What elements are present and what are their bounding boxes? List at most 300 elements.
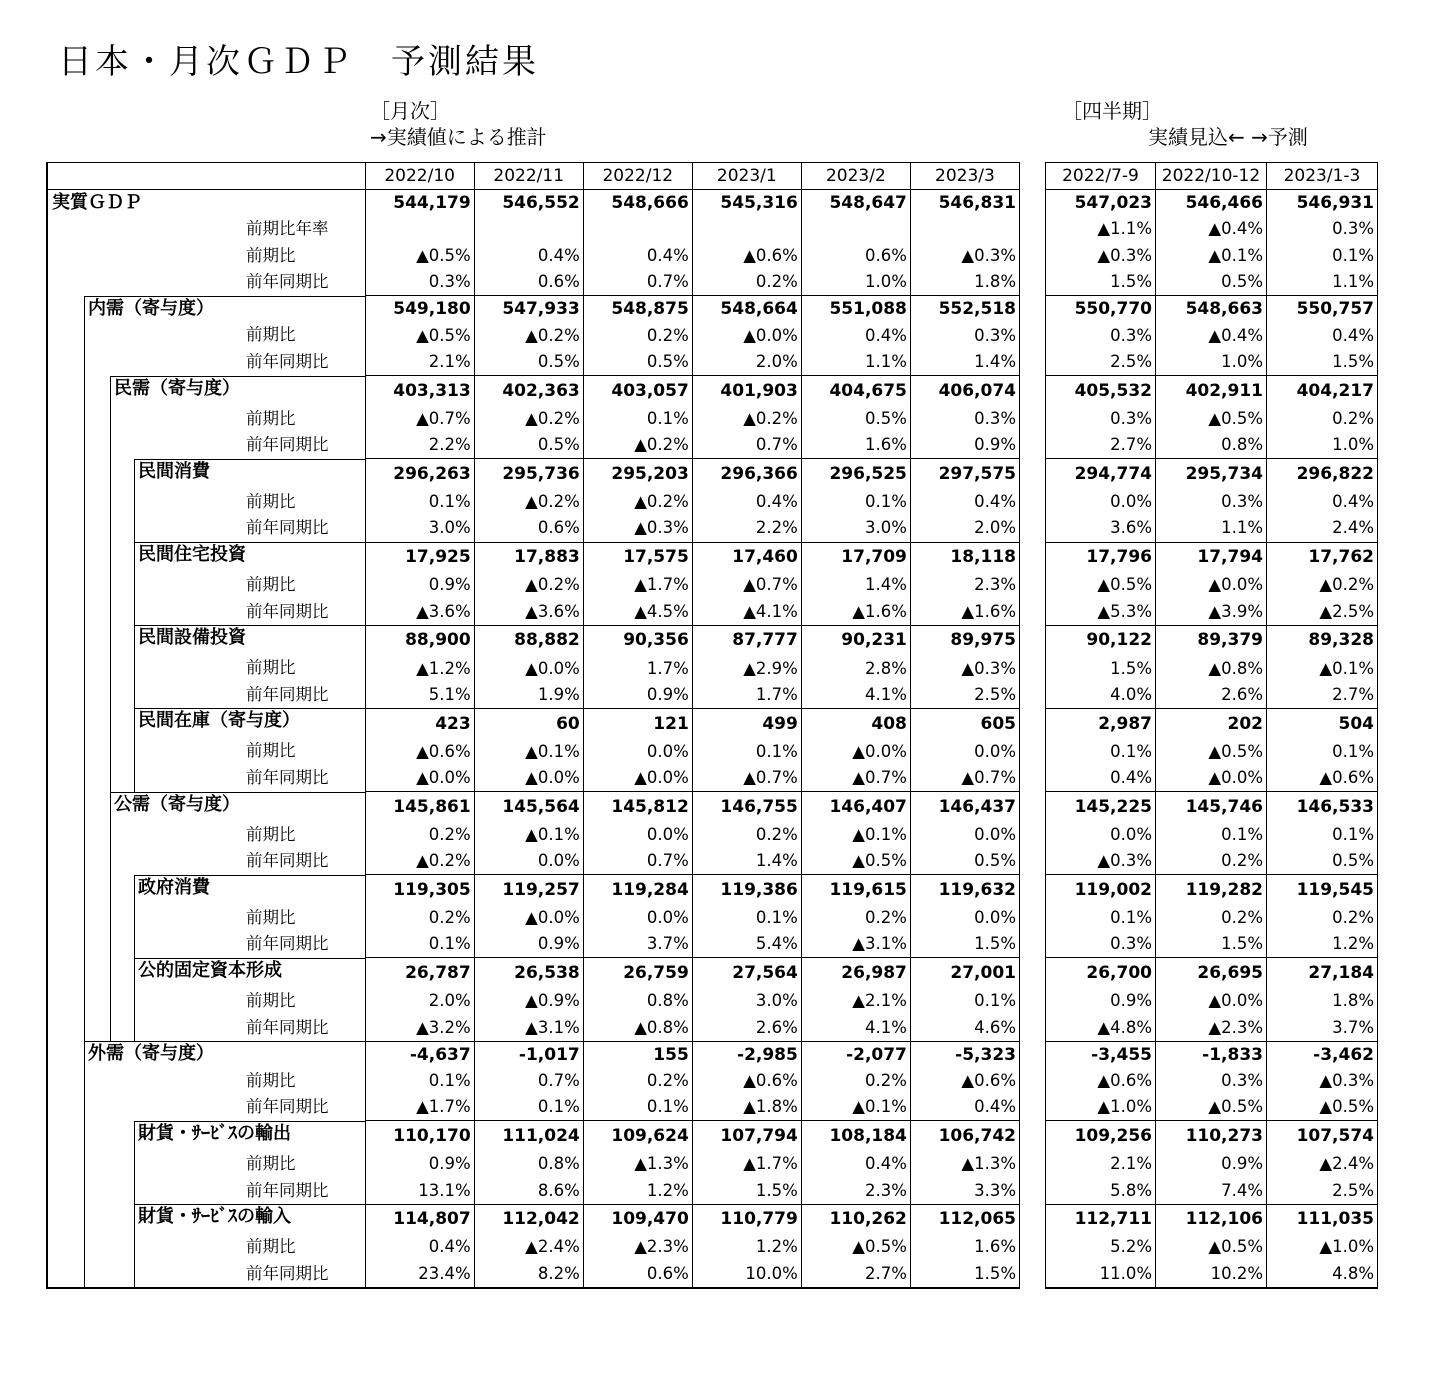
table-row — [47, 599, 1020, 626]
monthly-value-cell: 0.8% — [583, 988, 692, 1015]
monthly-table — [46, 162, 1020, 1289]
monthly-value-cell: 402,363 — [474, 376, 583, 406]
monthly-value-cell: ▲1.7% — [692, 1151, 801, 1178]
quarterly-value-cell: ▲3.9% — [1156, 599, 1267, 626]
monthly-value-cell: 0.2% — [583, 1068, 692, 1095]
table-row — [47, 216, 1020, 243]
table-row-group — [1046, 958, 1378, 988]
monthly-value-cell: 145,861 — [365, 792, 474, 822]
tree-line — [134, 515, 135, 542]
row-label-cell — [47, 599, 365, 626]
quarterly-value-cell: ▲0.5% — [1156, 1234, 1267, 1261]
monthly-value-cell: 0.4% — [583, 243, 692, 270]
table-row-group — [47, 1121, 1020, 1151]
monthly-value-cell: 26,787 — [365, 958, 474, 988]
tree-line — [84, 655, 85, 682]
monthly-value-cell: 5.1% — [365, 682, 474, 709]
quarterly-value-cell: ▲4.8% — [1097, 1017, 1152, 1037]
quarterly-value-cell: 0.9% — [1110, 991, 1152, 1011]
tree-line — [84, 1261, 85, 1287]
quarterly-value-cell: 0.1% — [1267, 822, 1378, 849]
quarterly-header-cell: 2022/7-9 — [1046, 163, 1156, 190]
quarterly-value-cell: -3,455 — [1046, 1041, 1156, 1068]
row-sublabel: 前期比 — [246, 408, 296, 428]
monthly-value-cell: 0.6% — [474, 515, 583, 542]
monthly-value-cell: 0.1% — [692, 738, 801, 765]
table-row — [47, 848, 1020, 875]
monthly-value-cell: 0.2% — [365, 822, 474, 849]
quarterly-value-cell: ▲1.1% — [1097, 219, 1152, 239]
monthly-header-cell: 2022/10 — [365, 163, 474, 190]
row-sublabel: 前年同期比 — [246, 518, 329, 538]
quarterly-value-cell: 402,911 — [1156, 376, 1267, 406]
monthly-value-cell: 2.2% — [365, 432, 474, 459]
row-label-cell — [47, 572, 365, 599]
tree-line — [84, 599, 85, 626]
tree-line — [134, 489, 135, 516]
table-row-group — [1046, 376, 1378, 406]
quarterly-value-cell: ▲0.3% — [1097, 245, 1152, 265]
table-row — [1046, 1068, 1378, 1095]
tree-line — [84, 432, 85, 459]
row-label-cell — [47, 655, 365, 682]
tree-line — [110, 459, 111, 489]
row-title: 民需（寄与度） — [114, 377, 240, 399]
row-sublabel: 前年同期比 — [246, 1017, 329, 1037]
row-sublabel: 前期比年率 — [246, 219, 329, 239]
row-sublabel: 前年同期比 — [246, 934, 329, 954]
table-row-group — [1046, 708, 1378, 738]
monthly-value-cell: 2.7% — [801, 1261, 910, 1288]
monthly-value-cell: 0.1% — [365, 489, 474, 516]
tree-line — [134, 655, 135, 682]
monthly-value-cell: 17,575 — [583, 542, 692, 572]
monthly-value-cell: 2.8% — [801, 655, 910, 682]
quarterly-value-cell: 26,700 — [1046, 958, 1156, 988]
table-row — [47, 1234, 1020, 1261]
table-row-group — [47, 1204, 1020, 1234]
table-row-group — [47, 625, 1020, 655]
quarterly-value-cell: 0.1% — [1156, 822, 1267, 849]
quarterly-value-cell: 0.3% — [1110, 934, 1152, 954]
tree-line — [110, 515, 111, 542]
tree-line — [110, 905, 111, 932]
table-row — [1046, 432, 1378, 459]
table-row — [1046, 406, 1378, 433]
monthly-value-cell: ▲0.1% — [801, 822, 910, 849]
quarterly-value-cell: 5.2% — [1110, 1237, 1152, 1257]
monthly-value-cell: 295,203 — [583, 459, 692, 489]
monthly-value-cell: 87,777 — [692, 625, 801, 655]
monthly-value-cell: 546,552 — [474, 190, 583, 217]
monthly-value-cell: 2.2% — [692, 515, 801, 542]
monthly-header-cell: 2023/2 — [801, 163, 910, 190]
monthly-value-cell: 26,987 — [801, 958, 910, 988]
tree-line — [134, 1151, 135, 1178]
table-row-group — [1046, 1204, 1378, 1234]
row-sublabel: 前期比 — [246, 245, 296, 265]
monthly-value-cell: 1.6% — [910, 1234, 1019, 1261]
row-label-cell — [47, 376, 365, 406]
monthly-value-cell: 0.5% — [474, 432, 583, 459]
monthly-value-cell: 145,812 — [583, 792, 692, 822]
monthly-value-cell: 0.3% — [910, 406, 1019, 433]
quarterly-value-cell: 0.1% — [1110, 741, 1152, 761]
monthly-value-cell: 119,386 — [692, 875, 801, 905]
row-label-cell — [47, 406, 365, 433]
table-row — [47, 572, 1020, 599]
quarterly-value-cell: 145,225 — [1046, 792, 1156, 822]
monthly-value-cell: 1.4% — [801, 572, 910, 599]
row-sublabel: 前期比 — [246, 1070, 296, 1090]
table-row — [1046, 599, 1378, 626]
tree-line — [84, 515, 85, 542]
table-row — [1046, 1151, 1378, 1178]
monthly-value-cell: ▲0.7% — [692, 765, 801, 792]
monthly-value-cell: 551,088 — [801, 296, 910, 323]
monthly-value-cell: 0.1% — [365, 1068, 474, 1095]
tree-line — [110, 738, 111, 765]
monthly-value-cell: 90,231 — [801, 625, 910, 655]
tree-line — [110, 406, 111, 433]
row-sublabel: 前期比 — [246, 907, 296, 927]
tree-line — [134, 708, 135, 738]
table-row — [47, 1178, 1020, 1205]
monthly-value-cell: ▲0.0% — [474, 655, 583, 682]
monthly-note-line1: ［月次］ — [370, 99, 450, 123]
quarterly-value-cell: 2.4% — [1267, 515, 1378, 542]
row-label-cell — [47, 349, 365, 376]
monthly-value-cell: 1.5% — [910, 1261, 1019, 1288]
monthly-value-cell: 1.2% — [692, 1234, 801, 1261]
tree-line — [134, 931, 135, 958]
monthly-value-cell: 0.4% — [801, 322, 910, 349]
quarterly-value-cell: ▲0.0% — [1156, 765, 1267, 792]
row-label-cell — [47, 1178, 365, 1205]
monthly-value-cell: 107,794 — [692, 1121, 801, 1151]
tree-line — [84, 708, 85, 738]
monthly-value-cell: 0.5% — [801, 406, 910, 433]
tree-line — [110, 792, 111, 822]
monthly-value-cell: 0.3% — [365, 269, 474, 296]
monthly-value-cell: 0.2% — [583, 322, 692, 349]
monthly-value-cell: 548,647 — [801, 190, 910, 217]
row-sublabel: 前期比 — [246, 575, 296, 595]
monthly-value-cell: 544,179 — [365, 190, 474, 217]
monthly-note-line2: →実績値による推計 — [370, 125, 547, 149]
monthly-value-cell: 1.9% — [474, 682, 583, 709]
tree-line — [110, 489, 111, 516]
table-row — [47, 682, 1020, 709]
tree-line — [84, 625, 85, 655]
quarterly-value-cell: 2.7% — [1110, 435, 1152, 455]
monthly-value-cell: 17,460 — [692, 542, 801, 572]
quarterly-value-cell: 3.6% — [1110, 518, 1152, 538]
tree-line — [110, 875, 111, 905]
monthly-value-cell: 406,074 — [910, 376, 1019, 406]
quarterly-value-cell: 0.3% — [1156, 1068, 1267, 1095]
monthly-value-cell: 2.5% — [910, 682, 1019, 709]
monthly-value-cell: 111,024 — [474, 1121, 583, 1151]
monthly-value-cell: 296,525 — [801, 459, 910, 489]
monthly-value-cell: 110,262 — [801, 1204, 910, 1234]
monthly-value-cell: 2.3% — [801, 1178, 910, 1205]
quarterly-value-cell: 0.5% — [1267, 848, 1378, 875]
monthly-value-cell: ▲1.6% — [910, 599, 1019, 626]
row-label-cell — [47, 243, 365, 270]
quarterly-value-cell: 109,256 — [1046, 1121, 1156, 1151]
row-sublabel: 前期比 — [246, 325, 296, 345]
monthly-value-cell: ▲0.0% — [474, 905, 583, 932]
tree-line — [134, 542, 135, 572]
quarterly-note — [1062, 98, 1308, 150]
monthly-value-cell: 0.4% — [910, 489, 1019, 516]
monthly-value-cell: 548,875 — [583, 296, 692, 323]
quarterly-value-cell: 1.2% — [1267, 931, 1378, 958]
quarterly-value-cell: 0.3% — [1110, 325, 1152, 345]
monthly-value-cell: 4.1% — [801, 682, 910, 709]
quarterly-value-cell: 1.8% — [1267, 988, 1378, 1015]
monthly-value-cell: 60 — [474, 708, 583, 738]
row-label-cell — [47, 822, 365, 849]
quarterly-value-cell: 2.1% — [1110, 1154, 1152, 1174]
monthly-value-cell: ▲0.1% — [474, 822, 583, 849]
monthly-value-cell: 2.0% — [692, 349, 801, 376]
monthly-value-cell: 3.0% — [365, 515, 474, 542]
quarterly-value-cell: ▲5.3% — [1097, 601, 1152, 621]
quarterly-value-cell: 119,002 — [1046, 875, 1156, 905]
monthly-value-cell: 17,883 — [474, 542, 583, 572]
quarterly-value-cell: ▲2.5% — [1267, 599, 1378, 626]
quarterly-value-cell: 10.2% — [1156, 1261, 1267, 1288]
monthly-value-cell: 1.4% — [692, 848, 801, 875]
monthly-value-cell: ▲3.1% — [474, 1015, 583, 1042]
row-label-cell — [47, 988, 365, 1015]
tree-line — [134, 958, 135, 988]
row-sublabel: 前年同期比 — [246, 1180, 329, 1200]
tree-line — [84, 1234, 85, 1261]
tree-line — [84, 822, 85, 849]
monthly-value-cell: ▲0.5% — [801, 848, 910, 875]
row-label-cell — [47, 1121, 365, 1151]
monthly-value-cell: 0.1% — [474, 1094, 583, 1121]
table-row — [47, 988, 1020, 1015]
quarterly-value-cell: 17,762 — [1267, 542, 1378, 572]
monthly-value-cell: 0.6% — [474, 269, 583, 296]
quarterly-value-cell: ▲0.4% — [1156, 216, 1267, 243]
monthly-value-cell: 27,564 — [692, 958, 801, 988]
row-sublabel: 前年同期比 — [246, 272, 329, 292]
monthly-value-cell: ▲0.3% — [583, 515, 692, 542]
table-row-group — [47, 875, 1020, 905]
monthly-value-cell: 0.7% — [583, 269, 692, 296]
monthly-value-cell: ▲0.0% — [583, 765, 692, 792]
quarterly-value-cell: 550,770 — [1046, 296, 1156, 323]
table-row — [1046, 322, 1378, 349]
table-row — [1046, 489, 1378, 516]
monthly-value-cell: 0.0% — [474, 848, 583, 875]
monthly-value-cell: 112,065 — [910, 1204, 1019, 1234]
table-row — [1046, 988, 1378, 1015]
monthly-value-cell: 0.2% — [692, 822, 801, 849]
monthly-value-cell — [474, 216, 583, 243]
quarterly-value-cell: 0.4% — [1267, 489, 1378, 516]
tree-line — [84, 1178, 85, 1205]
monthly-value-cell: ▲0.2% — [474, 322, 583, 349]
quarterly-value-cell: 504 — [1267, 708, 1378, 738]
monthly-value-cell: 8.6% — [474, 1178, 583, 1205]
quarterly-note-line1: ［四半期］ — [1062, 99, 1162, 123]
monthly-value-cell: 23.4% — [365, 1261, 474, 1288]
monthly-value-cell — [365, 216, 474, 243]
quarterly-value-cell: 550,757 — [1267, 296, 1378, 323]
monthly-value-cell: 119,615 — [801, 875, 910, 905]
monthly-value-cell: 26,538 — [474, 958, 583, 988]
table-row — [47, 489, 1020, 516]
row-label-cell — [47, 1261, 365, 1288]
page-title: 日本・月次ＧＤＰ 予測結果 — [58, 42, 539, 82]
row-label-cell — [47, 322, 365, 349]
quarterly-value-cell: 146,533 — [1267, 792, 1378, 822]
monthly-value-cell: ▲0.7% — [365, 406, 474, 433]
tree-line — [134, 572, 135, 599]
monthly-value-cell: ▲0.2% — [583, 489, 692, 516]
quarterly-value-cell: 202 — [1156, 708, 1267, 738]
monthly-value-cell: 1.1% — [801, 349, 910, 376]
monthly-value-cell: ▲0.7% — [801, 765, 910, 792]
monthly-value-cell: 0.4% — [365, 1234, 474, 1261]
table-row — [47, 765, 1020, 792]
monthly-value-cell: 1.2% — [583, 1178, 692, 1205]
monthly-value-cell: 296,366 — [692, 459, 801, 489]
row-label-cell — [47, 459, 365, 489]
row-label-cell — [47, 296, 365, 323]
tree-line — [84, 542, 85, 572]
table-row — [47, 1261, 1020, 1288]
quarterly-value-cell: 4.8% — [1267, 1261, 1378, 1288]
monthly-value-cell: 2.0% — [365, 988, 474, 1015]
monthly-value-cell: 17,709 — [801, 542, 910, 572]
row-label-cell — [47, 1015, 365, 1042]
quarterly-value-cell: 1.1% — [1267, 269, 1378, 296]
table-row-group — [1046, 190, 1378, 217]
tree-line — [84, 905, 85, 932]
monthly-value-cell: 4.1% — [801, 1015, 910, 1042]
row-sublabel: 前年同期比 — [246, 352, 329, 372]
monthly-value-cell: 18,118 — [910, 542, 1019, 572]
monthly-value-cell: ▲2.9% — [692, 655, 801, 682]
row-sublabel: 前期比 — [246, 1237, 296, 1257]
quarterly-value-cell: ▲0.4% — [1156, 322, 1267, 349]
row-title: 外需（寄与度） — [88, 1043, 214, 1065]
tree-line — [84, 296, 85, 323]
row-label-cell — [47, 708, 365, 738]
table-row — [1046, 765, 1378, 792]
monthly-value-cell: 547,933 — [474, 296, 583, 323]
monthly-value-cell: 605 — [910, 708, 1019, 738]
tree-line — [134, 1204, 135, 1234]
tree-line — [134, 875, 135, 905]
monthly-value-cell: 0.1% — [583, 406, 692, 433]
row-title: 民間消費 — [138, 460, 210, 482]
monthly-value-cell: 0.6% — [801, 243, 910, 270]
monthly-value-cell: 0.5% — [474, 349, 583, 376]
monthly-value-cell: ▲0.2% — [365, 848, 474, 875]
quarterly-value-cell: 295,734 — [1156, 459, 1267, 489]
tree-line — [134, 988, 135, 1015]
tree-line — [110, 988, 111, 1015]
quarterly-value-cell: 2.5% — [1267, 1178, 1378, 1205]
table-row — [1046, 1094, 1378, 1121]
quarterly-value-cell: 112,106 — [1156, 1204, 1267, 1234]
tree-line — [84, 988, 85, 1015]
monthly-value-cell: 88,900 — [365, 625, 474, 655]
quarterly-value-cell: 3.7% — [1267, 1015, 1378, 1042]
monthly-value-cell: ▲0.2% — [474, 406, 583, 433]
table-row — [1046, 349, 1378, 376]
tree-line — [84, 1041, 85, 1068]
tree-line — [110, 822, 111, 849]
quarterly-value-cell: ▲0.0% — [1156, 572, 1267, 599]
table-row-group — [1046, 625, 1378, 655]
tree-line — [110, 376, 111, 406]
monthly-value-cell: 1.6% — [801, 432, 910, 459]
monthly-value-cell: 145,564 — [474, 792, 583, 822]
quarterly-value-cell: ▲0.5% — [1097, 575, 1152, 595]
row-sublabel: 前年同期比 — [246, 435, 329, 455]
table-row — [1046, 1178, 1378, 1205]
tree-line — [134, 1234, 135, 1261]
monthly-value-cell: 0.2% — [365, 905, 474, 932]
quarterly-header-row — [1046, 163, 1378, 190]
quarterly-value-cell: 0.2% — [1267, 406, 1378, 433]
monthly-value-cell: 548,666 — [583, 190, 692, 217]
monthly-value-cell: 114,807 — [365, 1204, 474, 1234]
quarterly-value-cell: 0.2% — [1156, 848, 1267, 875]
monthly-value-cell: 146,407 — [801, 792, 910, 822]
row-label-cell — [47, 216, 365, 243]
tree-line — [110, 599, 111, 626]
quarterly-value-cell: ▲2.3% — [1156, 1015, 1267, 1042]
row-sublabel: 前年同期比 — [246, 684, 329, 704]
table-row — [47, 515, 1020, 542]
quarterly-value-cell: ▲1.0% — [1267, 1234, 1378, 1261]
monthly-value-cell: ▲1.7% — [583, 572, 692, 599]
table-row — [1046, 269, 1378, 296]
quarterly-value-cell: 1.5% — [1267, 349, 1378, 376]
monthly-value-cell: ▲3.6% — [365, 599, 474, 626]
monthly-value-cell: ▲0.1% — [801, 1094, 910, 1121]
monthly-value-cell: 0.7% — [474, 1068, 583, 1095]
monthly-value-cell: ▲4.1% — [692, 599, 801, 626]
tree-line — [84, 489, 85, 516]
monthly-value-cell: ▲0.6% — [692, 243, 801, 270]
monthly-value-cell: 549,180 — [365, 296, 474, 323]
tree-line — [84, 322, 85, 349]
monthly-value-cell: 146,437 — [910, 792, 1019, 822]
quarterly-value-cell: ▲0.3% — [1267, 1068, 1378, 1095]
monthly-value-cell: 119,257 — [474, 875, 583, 905]
monthly-value-cell: 0.9% — [910, 432, 1019, 459]
monthly-value-cell: 1.4% — [910, 349, 1019, 376]
row-sublabel: 前期比 — [246, 741, 296, 761]
monthly-value-cell: 0.1% — [910, 988, 1019, 1015]
monthly-value-cell: ▲0.6% — [910, 1068, 1019, 1095]
quarterly-value-cell: ▲1.0% — [1097, 1097, 1152, 1117]
monthly-value-cell: ▲1.7% — [365, 1094, 474, 1121]
table-row-group — [1046, 792, 1378, 822]
quarterly-value-cell: 5.8% — [1110, 1180, 1152, 1200]
